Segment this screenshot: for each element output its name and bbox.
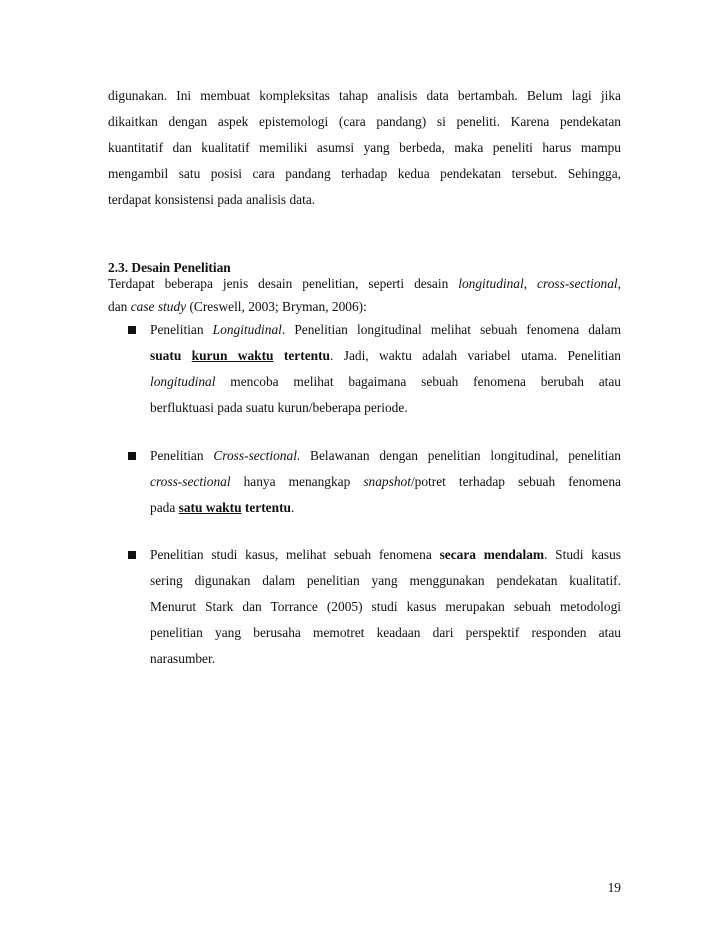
bold-term	[179, 500, 242, 515]
section-heading: 2.3. Desain Penelitian	[108, 260, 231, 275]
page-number: 19	[607, 880, 621, 895]
bullet-3-line-5: narasumber.	[150, 651, 216, 666]
text: Penelitian studi kasus, melihat sebuah fenomena	[150, 547, 440, 562]
lead-italic-term: longitudinal	[458, 276, 524, 291]
bullet-marker	[128, 551, 136, 559]
italic-term: Cross-sectional	[213, 448, 297, 463]
bullet-marker	[128, 326, 136, 334]
lead-italic-term: cross-sectional	[537, 276, 618, 291]
text: Penelitian	[150, 448, 214, 463]
bullet-marker	[128, 452, 136, 460]
bold-text: tertentu	[241, 500, 291, 515]
text: /potret terhadap sebuah fenomena	[410, 474, 621, 489]
bullet-3-line-1	[150, 547, 621, 563]
text: Penelitian	[150, 322, 213, 337]
lead-text: ,	[617, 276, 621, 291]
text: . Belawanan dengan penelitian longitudinal, penelitian	[296, 448, 621, 463]
section-lead-line-1	[108, 276, 621, 292]
bullet-1-line-1	[150, 322, 621, 338]
text: mencoba melihat bagaimana sebuah fenomena berubah atau	[215, 374, 621, 389]
italic-term: longitudinal	[150, 374, 216, 389]
text: . Studi kasus	[544, 547, 622, 562]
underlined-term: satu waktu	[178, 500, 242, 515]
italic-term: cross-sectional	[150, 474, 231, 489]
bullet-3-line-2: sering digunakan dalam penelitian yang menggunakan pendekatan kualitatif.	[150, 573, 621, 588]
intro-line-3: kuantitatif dan kualitatif memiliki asumsi yang berbeda, maka peneliti harus mampu	[108, 140, 621, 155]
bold-text: suatu	[150, 348, 192, 363]
intro-line-1: digunakan. Ini membuat kompleksitas tahap analisis data bertambah. Belum lagi jika	[108, 88, 621, 103]
bold-text: tertentu	[273, 348, 330, 363]
bullet-3-line-3: Menurut Stark dan Torrance (2005) studi kasus merupakan sebuah metodologi	[150, 599, 621, 614]
bold-term: secara mendalam	[439, 547, 545, 562]
bullet-3-line-4: penelitian yang berusaha memotret keadaan dari perspektif responden atau	[150, 625, 621, 640]
italic-term: snapshot	[363, 474, 411, 489]
lead-text: dan	[108, 299, 131, 314]
bold-term	[192, 348, 274, 363]
lead-text: Terdapat beberapa jenis desain penelitian, seperti desain	[108, 276, 459, 291]
text: . Jadi, waktu adalah variabel utama. Penelitian	[330, 348, 621, 363]
text: pada	[150, 500, 179, 515]
section-lead-line-2	[108, 299, 621, 315]
intro-line-5: terdapat konsistensi pada analisis data.	[108, 192, 316, 207]
lead-text: (Creswell, 2003; Bryman, 2006):	[186, 299, 367, 314]
lead-italic-term: case study	[130, 299, 187, 314]
text: . Penelitian longitudinal melihat sebuah fenomena dalam	[281, 322, 621, 337]
underlined-term: kurun waktu	[191, 348, 274, 363]
bullet-1-line-2	[150, 348, 621, 364]
bullet-1-line-4: berfluktuasi pada suatu kurun/beberapa periode.	[150, 400, 408, 415]
intro-line-4: mengambil satu posisi cara pandang terhadap kedua pendekatan tersebut. Sehingga,	[108, 166, 621, 181]
bullet-2-line-2	[150, 474, 621, 490]
text: .	[290, 500, 295, 515]
text: hanya menangkap	[230, 474, 364, 489]
bullet-2-line-3	[150, 500, 621, 516]
bullet-1-line-3	[150, 374, 621, 390]
italic-term: Longitudinal	[212, 322, 282, 337]
lead-text: ,	[523, 276, 538, 291]
bullet-2-line-1	[150, 448, 621, 464]
intro-line-2: dikaitkan dengan aspek epistemologi (cara pandang) si peneliti. Karena pendekatan	[108, 114, 621, 129]
